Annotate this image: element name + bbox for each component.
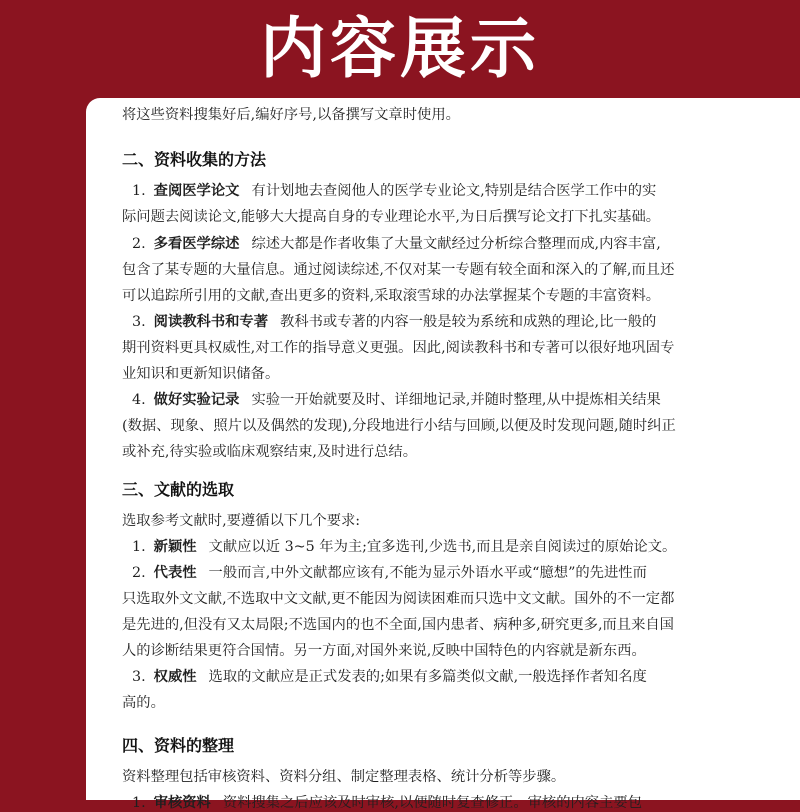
list-item-term: 做好实验记录	[153, 392, 240, 408]
header-banner	[0, 0, 800, 98]
list-item-first-line: 3. 阅读教科书和专著 教科书或专著的内容一般是较为系统和成熟的理论,比一般的	[132, 314, 657, 330]
list-item-term: 权威性	[153, 669, 197, 685]
list-item-line: 包含了某专题的大量信息。通过阅读综述,不仅对某一专题有较全面和深入的了解,而且还	[122, 262, 675, 278]
section-heading-selection: 三、文献的选取	[122, 480, 235, 499]
list-item-line: 是先进的,但没有又太局限;不选国内的也不全面,国内患者、病种多,研究更多,而且来自国	[122, 617, 674, 633]
list-item-line: 际问题去阅读论文,能够大大提高自身的专业理论水平,为日后撰写论文打下扎实基础。	[122, 209, 661, 225]
list-item-line: 或补充,待实验或临床观察结束,及时进行总结。	[122, 444, 418, 460]
list-item-line: 可以追踪所引用的文献,查出更多的资料,采取滚雪球的办法掌握某个专题的丰富资料。	[122, 288, 661, 304]
list-item-first-line: 2. 代表性 一般而言,中外文献都应该有,不能为显示外语水平或“臆想”的先进性而	[132, 565, 647, 581]
intro-line: 将这些资料搜集好后,编好序号,以备撰写文章时使用。	[122, 107, 460, 123]
list-item-term: 审核资料	[153, 795, 211, 811]
list-item-first-line: 1. 查阅医学论文 有计划地去查阅他人的医学专业论文,特别是结合医学工作中的实	[132, 183, 657, 199]
list-item-term: 新颖性	[153, 539, 197, 555]
list-item-term: 查阅医学论文	[153, 183, 240, 199]
list-item-first-line: 1. 审核资料 资料搜集之后应该及时审核,以便随时复查修正。审核的内容主要包	[132, 795, 642, 811]
list-item-line: 业知识和更新知识储备。	[122, 366, 280, 382]
list-item-first-line: 3. 权威性 选取的文献应是正式发表的;如果有多篇类似文献,一般选择作者知名度	[132, 669, 647, 685]
list-item-first-line: 1. 新颖性 文献应以近 3~5 年为主;宜多选刊,少选书,而且是亲自阅读过的原始论文。	[132, 539, 677, 555]
section-intro: 选取参考文献时,要遵循以下几个要求:	[122, 513, 361, 529]
section-intro: 资料整理包括审核资料、资料分组、制定整理表格、统计分析等步骤。	[122, 769, 566, 785]
page-title: 内容展示	[260, 10, 540, 87]
list-item-term: 代表性	[153, 565, 197, 581]
list-item-first-line: 4. 做好实验记录 实验一开始就要及时、详细地记录,并随时整理,从中提炼相关结果	[132, 392, 661, 408]
list-item-term: 阅读教科书和专著	[153, 314, 269, 330]
list-item-line: 只选取外文文献,不选取中文文献,更不能因为阅读困难而只选中文文献。国外的不一定都	[122, 591, 675, 607]
list-item-line: 人的诊断结果更符合国情。另一方面,对国外来说,反映中国特色的内容就是新东西。	[122, 643, 646, 659]
document-page	[86, 98, 800, 811]
list-item-first-line: 2. 多看医学综述 综述大都是作者收集了大量文献经过分析综合整理而成,内容丰富,	[132, 236, 661, 252]
list-item-line: 高的。	[122, 695, 165, 711]
list-item-line: (数据、现象、照片以及偶然的发现),分段地进行小结与回顾,以便及时发现问题,随时纠正	[122, 418, 676, 434]
section-heading-organizing: 四、资料的整理	[122, 736, 235, 755]
section-heading-methods: 二、资料收集的方法	[122, 150, 267, 169]
list-item-line: 期刊资料更具权威性,对工作的指导意义更强。因此,阅读教科书和专著可以很好地巩固专	[122, 340, 675, 356]
list-item-term: 多看医学综述	[153, 236, 240, 252]
